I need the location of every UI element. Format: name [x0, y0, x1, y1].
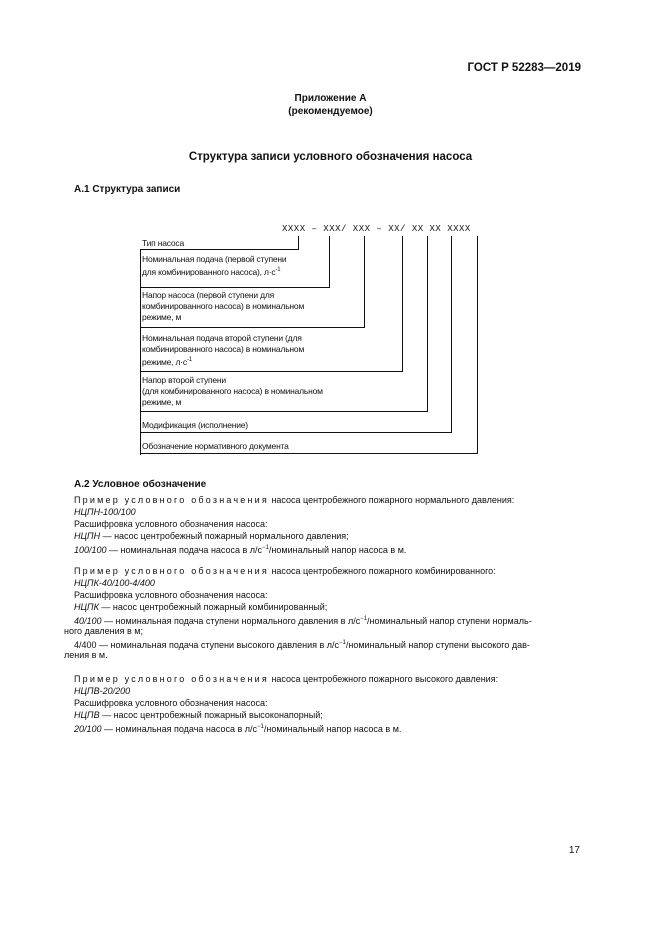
example-1-code: НЦПН-100/100: [74, 507, 136, 517]
label-pump-type: Тип насоса: [142, 238, 185, 248]
appendix-title: Приложение А: [294, 93, 367, 104]
example-2-term-3-cont: ления в м.: [64, 650, 108, 660]
connector-head1: [364, 236, 365, 328]
example-3-code: НЦПВ-20/200: [74, 686, 131, 696]
label-head2: Напор второй ступени (для комбинированного насоса) в номинальном режиме, м: [142, 375, 323, 407]
example-2-term-3: 4/400 — номинальная подача ступени высокого давления в $л/с^{-1}$/номинальный напор ступени высокого дав-: [74, 640, 530, 650]
section-a1-heading: А.1 Структура записи: [74, 184, 181, 195]
code-pattern: XXXX – XXX/ XXX – XX/ XX XX XXXX: [282, 224, 471, 234]
example-3-decode: Расшифровка условного обозначения насоса:: [74, 698, 268, 708]
page-number: 17: [568, 845, 580, 856]
example-2-intro: Пример условного обозначения насоса центробежного пожарного комбинированного:: [74, 566, 496, 576]
connector-doc: [477, 236, 478, 454]
connector-type: [298, 236, 299, 250]
line-head1: [140, 327, 365, 328]
example-3-term-1: НЦПВ — насос центробежный пожарный высоконапорный;: [74, 710, 323, 720]
label-normative-doc: Обозначение нормативного документа: [142, 441, 289, 451]
page-title: Структура записи условного обозначения насоса: [188, 151, 473, 163]
label-flow1: Номинальная подача (первой ступени для комбинированного насоса), $л\cdot с^{-1}$: [142, 254, 287, 277]
line-flow2: [140, 371, 403, 372]
example-2-code: НЦПК-40/100-4/400: [74, 578, 155, 588]
line-type: [140, 249, 299, 250]
connector-head2: [427, 236, 428, 412]
example-3-intro: Пример условного обозначения насоса центробежного пожарного высокого давления:: [74, 674, 499, 684]
example-3-term-2: 20/100 — номинальная подача насоса в $л/с^{-1}$/номинальный напор насоса в м.: [74, 724, 402, 734]
example-1-term-1: НЦПН — насос центробежный пожарный нормального давления;: [74, 531, 349, 541]
connector-flow2: [402, 236, 403, 372]
line-flow1: [140, 287, 330, 288]
appendix-heading: [0, 92, 661, 118]
label-flow2: Номинальная подача второй ступени (для комбинированного насоса) в номинальном режиме, $л\cdot с^{-1}$: [142, 333, 305, 367]
line-mod: [140, 432, 452, 433]
example-1-term-2: 100/100 — номинальная подача насоса в $л/с^{-1}$/номинальный напор насоса в м.: [74, 545, 407, 555]
example-2-decode: Расшифровка условного обозначения насоса:: [74, 590, 268, 600]
diagram-left-border: [140, 249, 141, 455]
label-head1: Напор насоса (первой ступени для комбинированного насоса) в номинальном режиме, м: [142, 290, 305, 322]
example-2-term-1: НЦПК — насос центробежный пожарный комбинированный;: [74, 602, 328, 612]
standard-number: ГОСТ Р 52283—2019: [467, 62, 581, 74]
connector-mod: [451, 236, 452, 433]
connector-flow1: [329, 236, 330, 288]
example-2-term-2-cont: ного давления в м;: [64, 626, 143, 636]
section-a2-heading: А.2 Условное обозначение: [74, 479, 207, 490]
line-head2: [140, 411, 428, 412]
label-modification: Модификация (исполнение): [142, 420, 248, 430]
example-1-intro: Пример условного обозначения насоса центробежного пожарного нормального давления:: [74, 495, 515, 505]
appendix-note: (рекомендуемое): [288, 106, 373, 117]
line-doc: [140, 453, 478, 454]
example-1-decode: Расшифровка условного обозначения насоса:: [74, 519, 268, 529]
example-2-term-2: 40/100 — номинальная подача ступени нормального давления в $л/с^{-1}$/номинальный напор ступени нормаль-: [74, 616, 532, 626]
